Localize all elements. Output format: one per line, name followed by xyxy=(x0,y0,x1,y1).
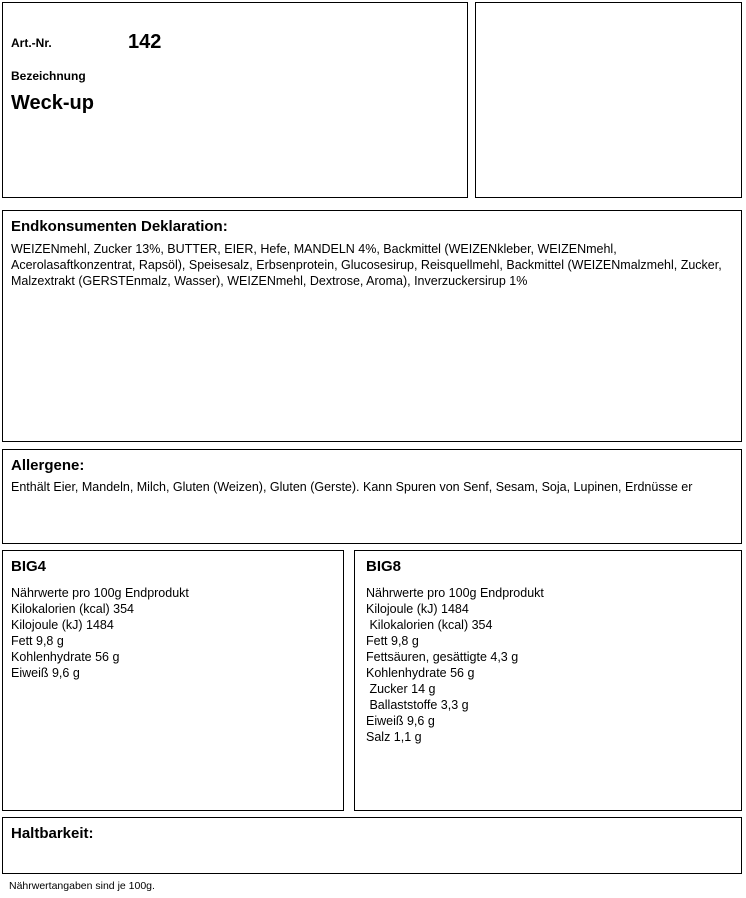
big4-list xyxy=(11,585,189,681)
big8-line: Salz 1,1 g xyxy=(366,730,422,744)
big4-line: Kilokalorien (kcal) 354 xyxy=(11,602,134,616)
big8-box xyxy=(354,550,742,811)
big8-line: Eiweiß 9,6 g xyxy=(366,714,435,728)
footer-note: Nährwertangaben sind je 100g. xyxy=(9,880,155,892)
haltbarkeit-title: Haltbarkeit: xyxy=(11,825,94,842)
big8-line: Kilojoule (kJ) 1484 xyxy=(366,602,469,616)
big4-title: BIG4 xyxy=(11,558,47,575)
bezeichnung-label: Bezeichnung xyxy=(11,69,86,83)
bezeichnung-value: Weck-up xyxy=(11,92,94,114)
art-nr-label: Art.-Nr. xyxy=(11,36,52,50)
allergene-box xyxy=(2,449,742,544)
big8-line: Ballaststoffe 3,3 g xyxy=(366,698,469,712)
big8-list xyxy=(366,585,544,745)
big8-line: Nährwerte pro 100g Endprodukt xyxy=(366,586,544,600)
big8-line: Fettsäuren, gesättigte 4,3 g xyxy=(366,650,519,664)
big4-line: Kohlenhydrate 56 g xyxy=(11,650,120,664)
haltbarkeit-box xyxy=(2,817,742,874)
allergene-title: Allergene: xyxy=(11,457,85,474)
image-box xyxy=(475,2,742,198)
big8-line: Fett 9,8 g xyxy=(366,634,419,648)
big4-line: Kilojoule (kJ) 1484 xyxy=(11,618,114,632)
big8-line: Kohlenhydrate 56 g xyxy=(366,666,475,680)
big4-line: Fett 9,8 g xyxy=(11,634,64,648)
big8-line: Kilokalorien (kcal) 354 xyxy=(366,618,493,632)
art-nr-value: 142 xyxy=(128,31,162,53)
allergene-text: Enthält Eier, Mandeln, Milch, Gluten (Weizen), Gluten (Gerste). Kann Spuren von Senf, Sesam, Soja, Lupinen, Erdnüsse er xyxy=(11,480,693,494)
big4-line: Eiweiß 9,6 g xyxy=(11,666,80,680)
big4-box xyxy=(2,550,344,811)
header-box xyxy=(2,2,468,198)
deklaration-text: WEIZENmehl, Zucker 13%, BUTTER, EIER, Hefe, MANDELN 4%, Backmittel (WEIZENkleber, WEIZENmehl, Acerolasaftkonzentrat, Rapsöl), Speisesalz, Erbsenprotein, Glucosesirup, Reisquellmehl, Backmittel (WEIZENmalzmehl, Zucker, Malzextrakt (GERSTEnmalz, Wasser), WEIZENmehl, Dextrose, Aroma), Inverzuckersirup 1% xyxy=(11,242,722,288)
big4-line: Nährwerte pro 100g Endprodukt xyxy=(11,586,189,600)
big8-line: Zucker 14 g xyxy=(366,682,436,696)
deklaration-title: Endkonsumenten Deklaration: xyxy=(11,218,228,235)
big8-title: BIG8 xyxy=(366,558,402,575)
deklaration-box xyxy=(2,210,742,442)
